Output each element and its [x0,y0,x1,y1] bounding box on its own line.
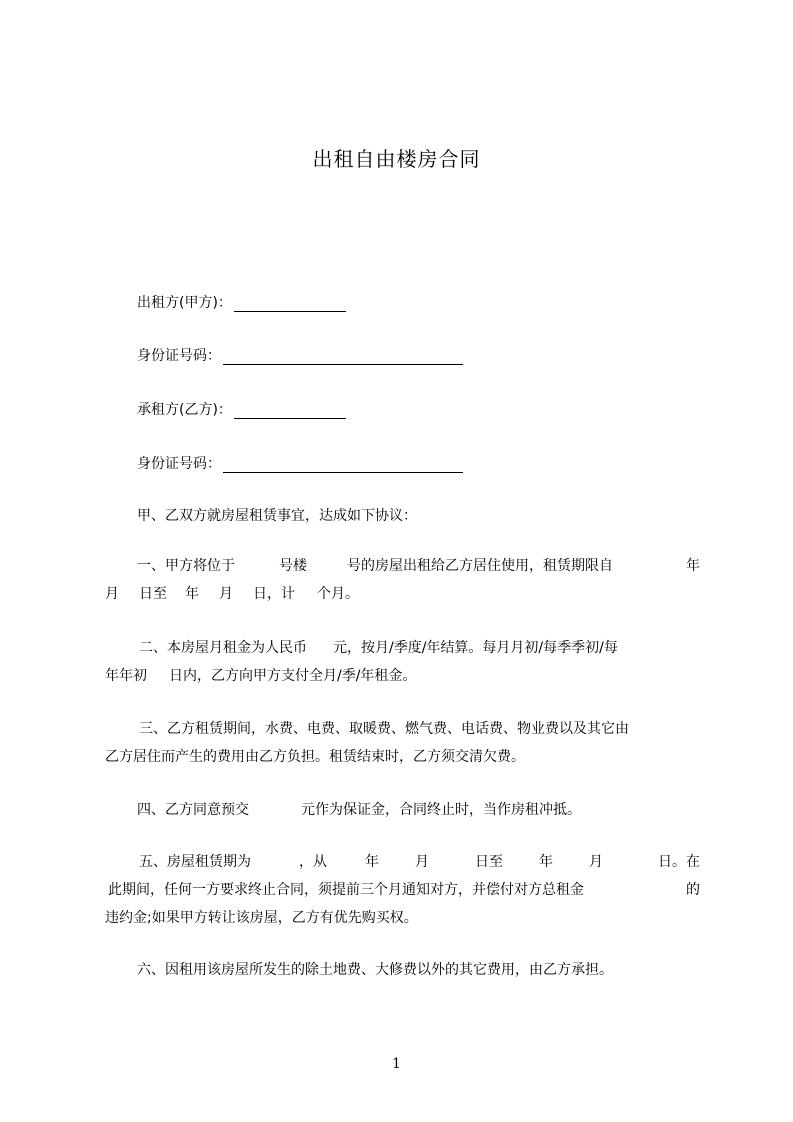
lessee-blank[interactable] [234,404,346,419]
clause-3-text: 三、乙方租赁期间，水费、电费、取暖费、燃气费、电话费、物业费以及其它由 [139,721,629,737]
lessee-id-field [137,453,463,473]
clause-1-text: 日，计 [253,586,295,602]
clause-5-text: 年 [539,854,553,870]
clause-5-text: 年 [365,854,379,870]
clause-6-text: 六、因租用该房屋所发生的除土地费、大修费以外的其它费用，由乙方承担。 [137,962,613,978]
lessor-id-blank[interactable] [223,350,463,365]
clause-1-text: 号楼 [279,558,307,574]
lessor-id-field [137,345,463,365]
clause-5-text: 月 [415,854,429,870]
clause-1-text: 一、甲方将位于 [137,558,235,574]
clause-3-text: 乙方居住而产生的费用由乙方负担。租赁结束时，乙方须交清欠费。 [105,749,525,765]
clause-5-text: 日。在 [658,854,700,870]
clause-1 [105,552,700,608]
clause-1-text: 年 [686,558,700,574]
clause-6 [105,956,700,984]
lessee-id-blank[interactable] [223,458,463,473]
clause-1-text: 月 [105,586,119,602]
clause-1-text: 个月。 [317,586,359,602]
clause-5-text: 违约金;如果甲方转让该房屋，乙方有优先购买权。 [105,910,418,926]
clause-5-text: 此期间，任何一方要求终止合同，须提前三个月通知对方，并偿付对方总租金 [108,882,584,898]
clause-5 [105,848,700,932]
lessor-blank[interactable] [234,297,346,312]
clause-5-text: 日至 [475,854,503,870]
clause-5-text: 五、房屋租赁期为 [139,854,251,870]
lessee-id-label: 身份证号码： [137,456,221,472]
clause-5-text: 月 [589,854,603,870]
clause-2-text: 年年初 [105,668,147,684]
clause-2-text: 日内，乙方向甲方支付全月/季/年租金。 [169,668,417,684]
document-title: 出租自由楼房合同 [312,147,481,171]
clause-2-text: 二、本房屋月租金为人民币 [139,640,307,656]
clause-2 [105,634,700,690]
lessor-label: 出租方(甲方)： [137,295,232,311]
clause-5-text: 的 [686,882,700,898]
clause-1-text: 年 [185,586,199,602]
lessor-field [137,292,346,312]
lessee-label: 承租方(乙方)： [137,402,232,418]
clause-2-text: 元，按月/季度/年结算。每月月初/每季季初/每 [333,640,618,656]
page-number: 1 [392,1056,401,1072]
clause-1-text: 日至 [139,586,167,602]
clause-1-text: 号的房屋出租给乙方居住使用，租赁期限自 [347,558,613,574]
clause-5-text: ，从 [299,854,327,870]
clause-1-text: 月 [219,586,233,602]
lessee-field [137,399,346,419]
lessor-id-label: 身份证号码： [137,348,221,364]
clause-4-text: 元作为保证金，合同终止时，当作房租冲抵。 [301,802,581,818]
intro-paragraph: 甲、乙双方就房屋租赁事宜，达成如下协议： [137,508,417,524]
clause-4-text: 四、乙方同意预交 [137,802,249,818]
clause-4 [105,796,700,824]
clause-3 [105,715,700,771]
